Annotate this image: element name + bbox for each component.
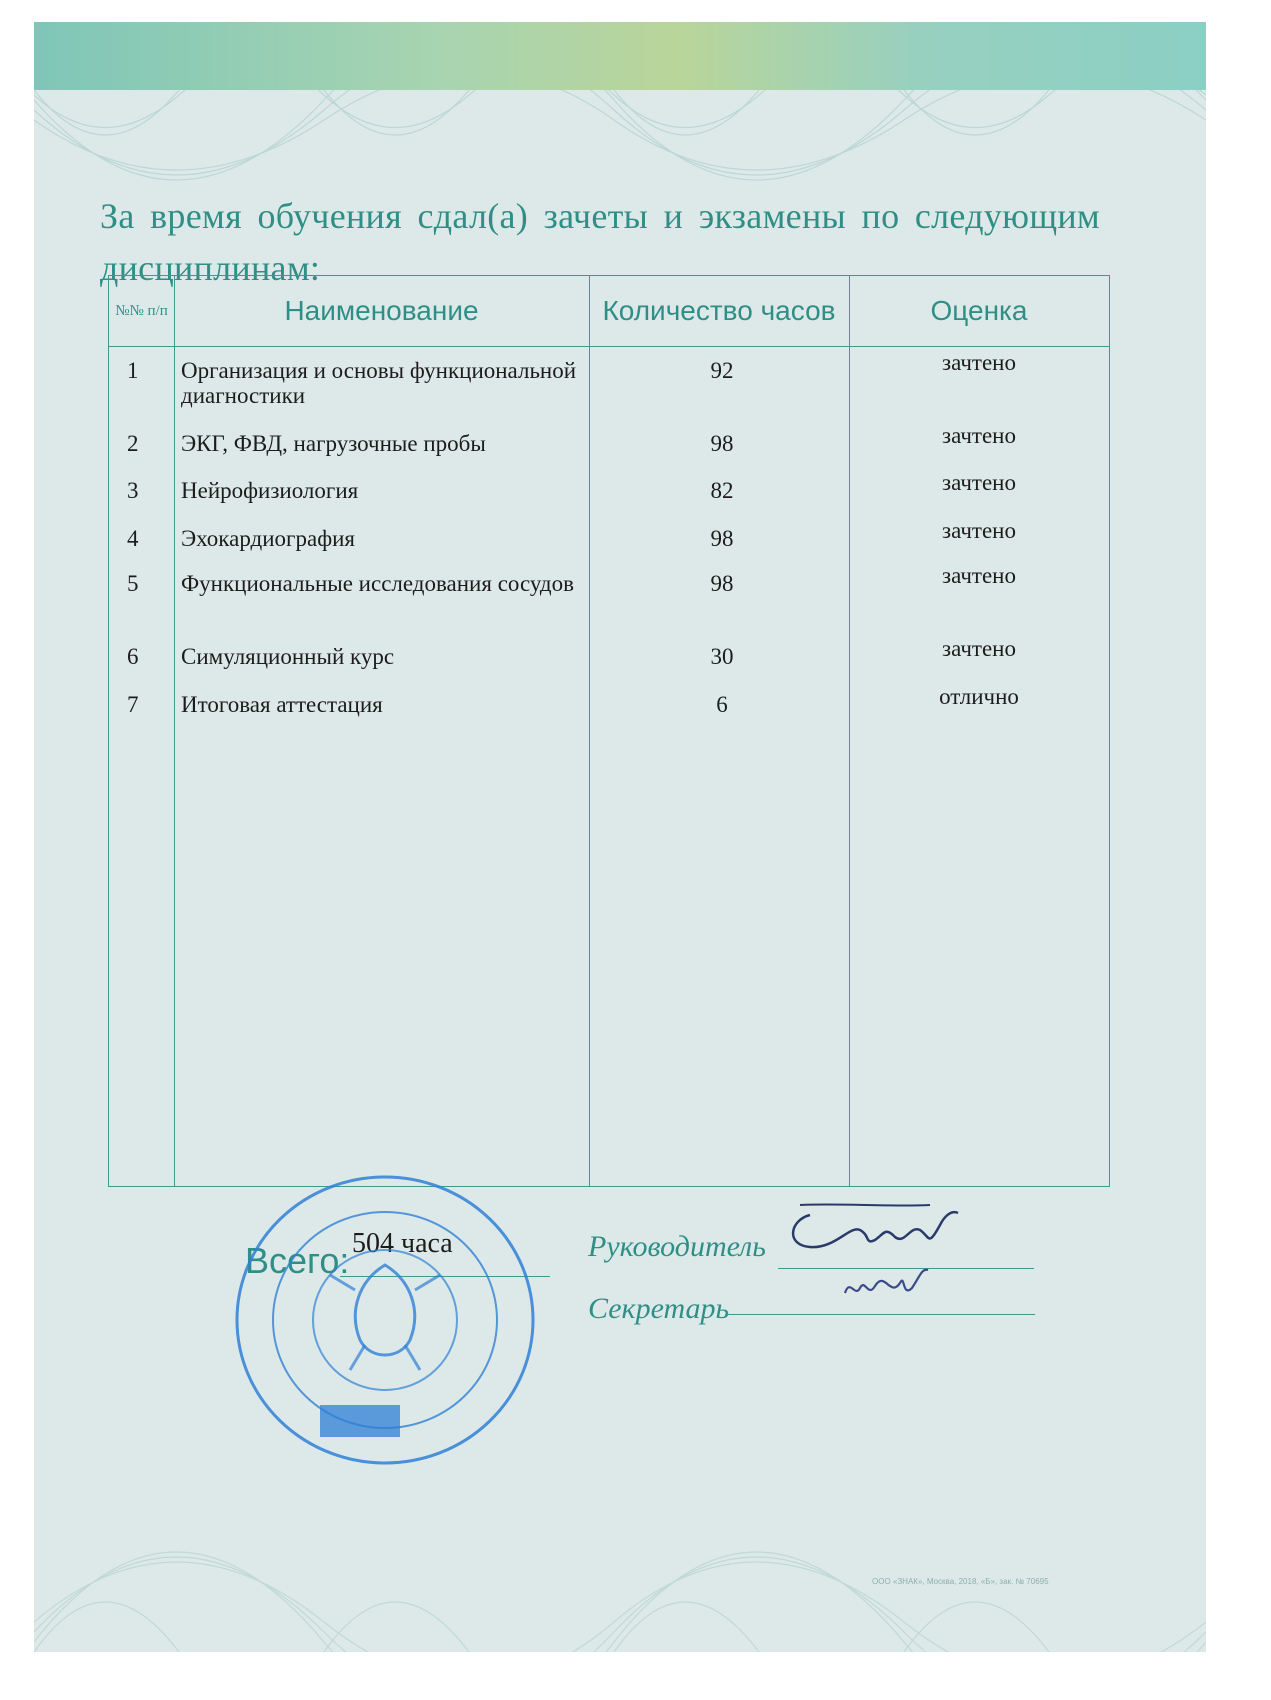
header-hours: Количество часов — [602, 295, 836, 326]
secretary-signature-line — [725, 1314, 1035, 1315]
header-name: Наименование — [284, 295, 479, 326]
row-name: Итоговая аттестация — [181, 692, 383, 717]
head-signature-label: Руководитель — [588, 1230, 766, 1263]
column-divider — [174, 276, 175, 1186]
row-number: 1 — [127, 358, 139, 383]
row-name: Эхокардиография — [181, 526, 355, 551]
row-name: Симуляционный курс — [181, 644, 395, 669]
row-hours: 30 — [710, 644, 734, 669]
head-signature — [780, 1185, 960, 1265]
column-divider — [589, 276, 590, 1186]
disciplines-table — [108, 275, 1110, 1187]
decorative-top-band — [34, 22, 1206, 90]
row-hours: 98 — [710, 571, 734, 596]
guilloche-bottom-pattern — [34, 1442, 1206, 1652]
print-info: ООО «ЗНАК», Москва, 2018, «Б», зак. № 70695 — [872, 1577, 1049, 1586]
row-grade: зачтено — [941, 350, 1016, 375]
header-divider — [109, 346, 1109, 347]
page-heading: За время обучения сдал(а) зачеты и экзамены по следующим дисциплинам: — [100, 196, 1100, 288]
secretary-signature-label: Секретарь — [588, 1292, 730, 1325]
row-grade: зачтено — [941, 423, 1016, 448]
official-stamp — [230, 1170, 540, 1470]
row-hours: 92 — [710, 358, 734, 383]
header-grade: Оценка — [930, 295, 1028, 326]
row-hours: 98 — [710, 431, 734, 456]
row-name: ЭКГ, ФВД, нагрузочные пробы — [181, 431, 486, 456]
row-grade: зачтено — [941, 470, 1016, 495]
column-divider — [849, 276, 850, 1186]
row-grade: зачтено — [941, 563, 1016, 588]
row-grade: отлично — [939, 684, 1019, 709]
total-value: 504 часа — [352, 1228, 453, 1259]
row-hours: 82 — [710, 478, 734, 503]
row-grade: зачтено — [941, 518, 1016, 543]
secretary-signature — [840, 1258, 940, 1308]
row-name: Нейрофизиология — [181, 478, 359, 503]
row-number: 7 — [127, 692, 139, 717]
row-grade: зачтено — [941, 636, 1016, 661]
row-hours: 6 — [716, 692, 728, 717]
row-name: Организация и основы функциональной диагностики — [181, 358, 577, 408]
row-name: Функциональные исследования сосудов — [181, 571, 574, 596]
row-number: 3 — [127, 478, 139, 503]
header-number: №№ п/п — [115, 303, 168, 319]
row-number: 6 — [127, 644, 139, 669]
row-number: 5 — [127, 571, 139, 596]
row-number: 2 — [127, 431, 139, 456]
total-label: Всего: — [245, 1240, 350, 1281]
row-number: 4 — [127, 526, 139, 551]
row-hours: 98 — [710, 526, 734, 551]
